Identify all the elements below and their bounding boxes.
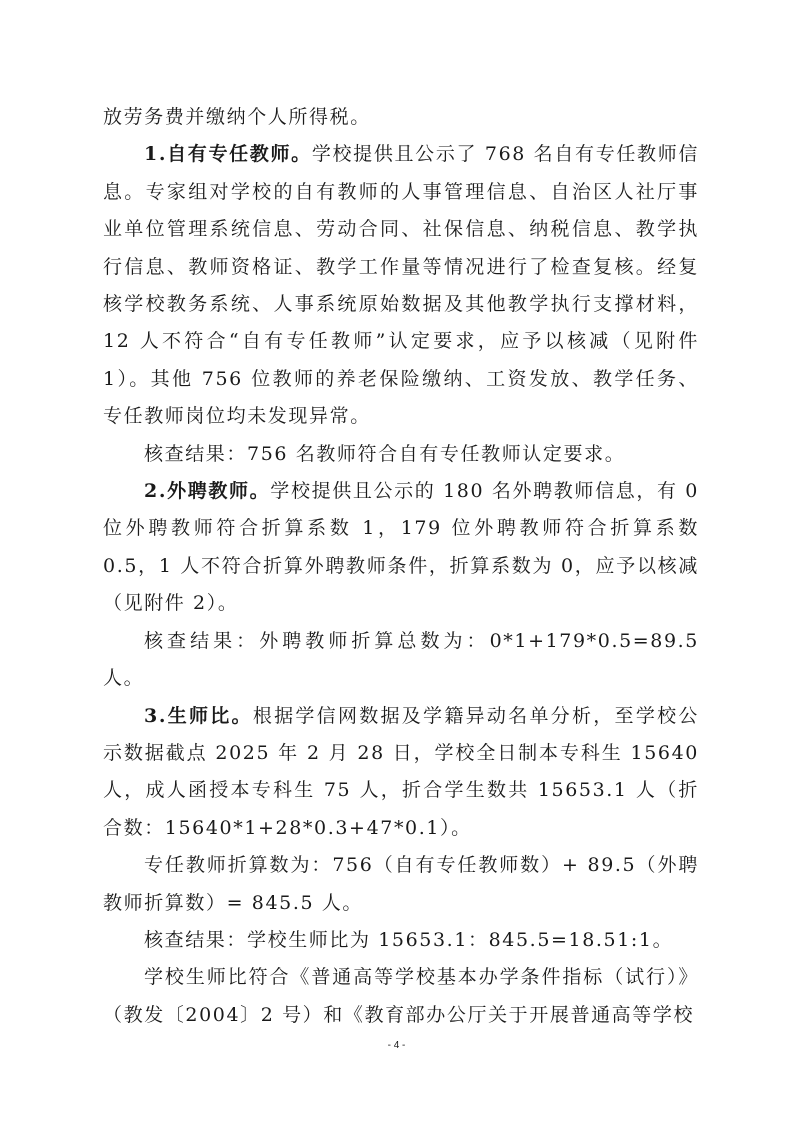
paragraph-text: 核查结果：756 名教师符合自有专任教师认定要求。 [144, 442, 626, 465]
paragraph-result-ratio [103, 922, 699, 959]
paragraph-compliance [103, 959, 699, 1034]
paragraph-teacher-count [103, 847, 699, 922]
paragraph-text: 学校提供且公示了 768 名自有专任教师信息。专家组对学校的自有教师的人事管理信息、自治区人社厅事业单位管理系统信息、劳动合同、社保信息、纳税信息、教学执行信息、教师资格证、教学工作量等情况进行了检查复核。经复核学校教务系统、人事系统原始数据及其他教学执行支撑材料，12 人不符合“自有专任教师”认定要求，应予以核减（见附件 1）。其他 756 位教师的养老保险缴纳、工资发放、教学任务、专任教师岗位均未发现异常。 [103, 143, 699, 428]
paragraph-text: 学校提供且公示的 180 名外聘教师信息，有 0 位外聘教师符合折算系数 1，179 位外聘教师符合折算系数 0.5，1 人不符合折算外聘教师条件，折算系数为 0，应予以核减（见附件 2）。 [103, 480, 699, 615]
page-number: - 4 - [387, 1040, 406, 1051]
paragraph-result-external-teachers [103, 623, 699, 698]
section-heading: 3.生师比。 [144, 704, 253, 727]
paragraph-external-teachers [103, 473, 699, 623]
paragraph-student-teacher-ratio [103, 698, 699, 848]
paragraph-text: 专任教师折算数为：756（自有专任教师数）+ 89.5（外聘教师折算数）= 845.5 人。 [103, 854, 699, 914]
paragraph-text: 学校生师比符合《普通高等学校基本办学条件指标（试行）》（教发〔2004〕2 号）和《教育部办公厅关于开展普通高等学校 [103, 966, 699, 1026]
section-heading: 2.外聘教师。 [144, 480, 271, 503]
paragraph-text: 核查结果：学校生师比为 15653.1：845.5=18.51:1。 [144, 928, 674, 951]
paragraph-own-teachers [103, 136, 699, 435]
paragraph-text: 放劳务费并缴纳个人所得税。 [103, 106, 371, 128]
paragraph-text: 根据学信网数据及学籍异动名单分析，至学校公示数据截点 2025 年 2 月 28 日，学校全日制本专科生 15640 人，成人函授本专科生 75 人，折合学生数共 15653.1 人（折合数：15640*1+28*0.3+47*0.1）。 [103, 704, 699, 839]
document-body [103, 99, 699, 1034]
paragraph-text: 核查结果：外聘教师折算总数为：0*1+179*0.5=89.5 人。 [103, 629, 699, 690]
paragraph-continuation [103, 99, 699, 136]
section-heading: 1.自有专任教师。 [144, 143, 312, 166]
paragraph-result-own-teachers [103, 436, 699, 473]
